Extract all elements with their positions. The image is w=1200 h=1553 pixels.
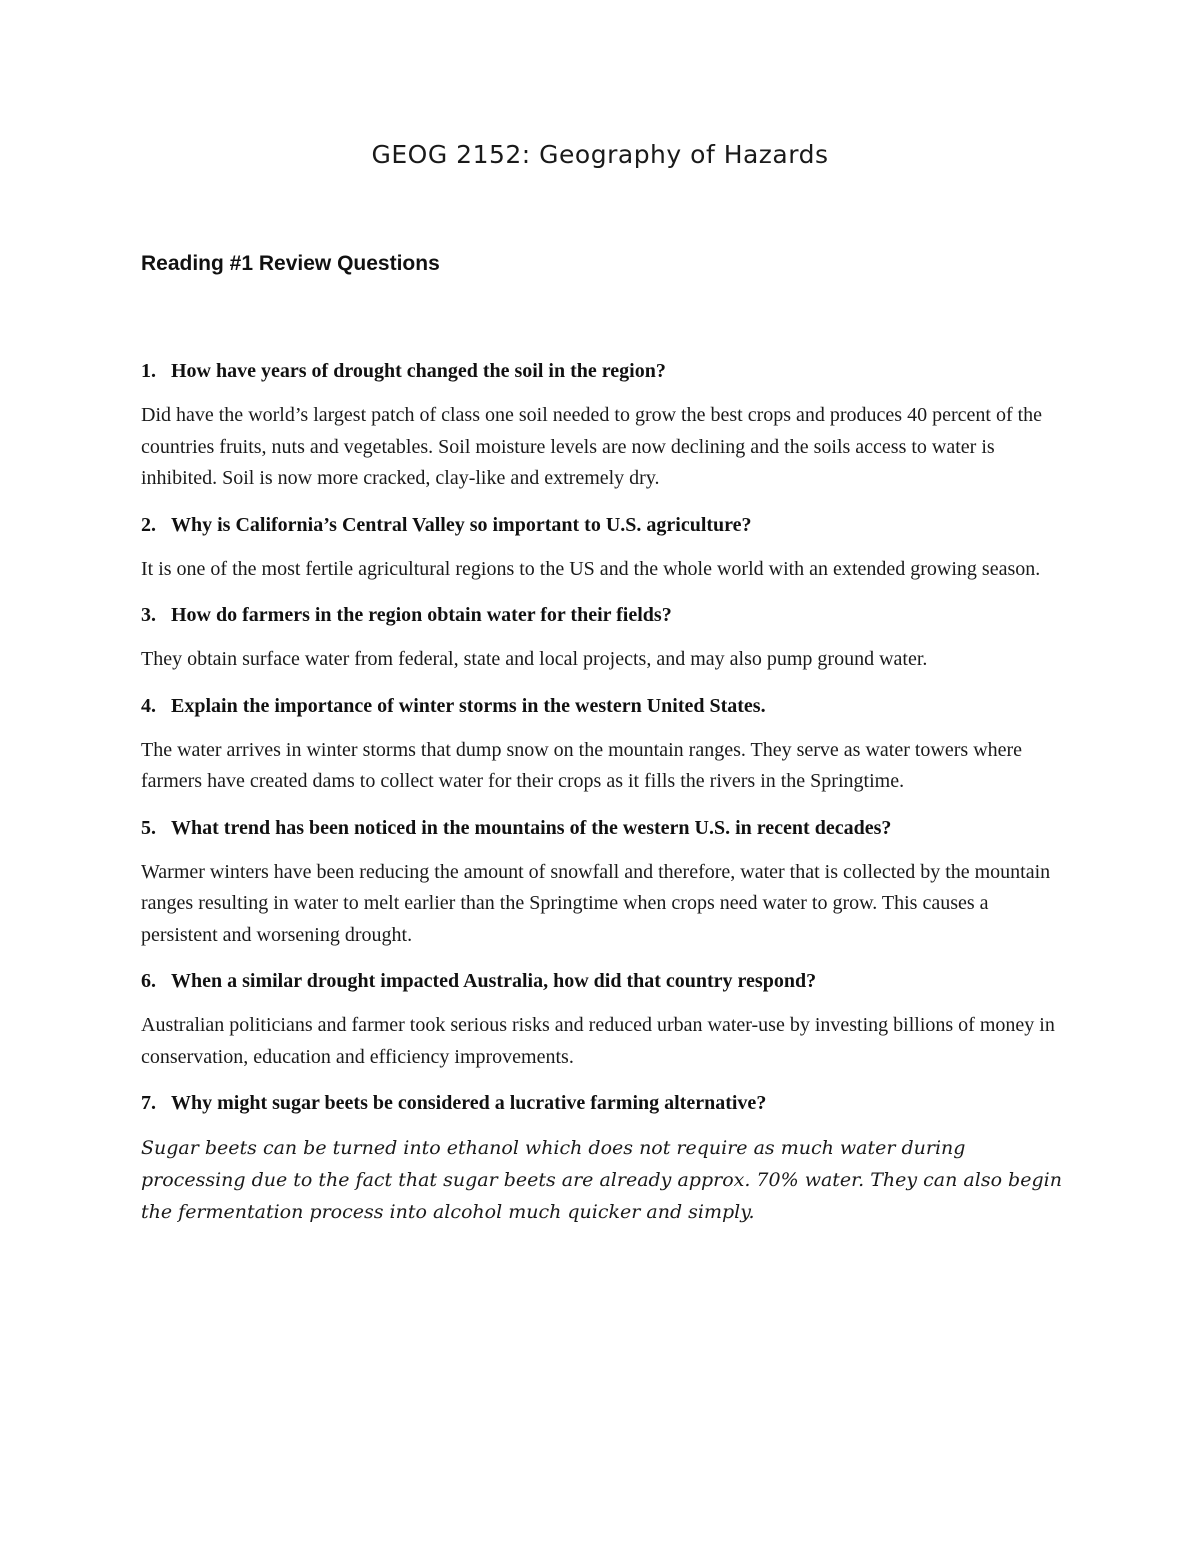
question-number: 6. xyxy=(141,970,156,992)
question-4 xyxy=(141,691,1066,722)
section-heading: Reading #1 Review Questions xyxy=(141,252,440,275)
question-text: Why might sugar beets be considered a lucrative farming alternative? xyxy=(171,1092,767,1114)
question-5 xyxy=(141,813,1066,844)
question-number: 3. xyxy=(141,604,156,626)
question-text: When a similar drought impacted Australia, how did that country respond? xyxy=(171,970,817,992)
question-1 xyxy=(141,356,1066,387)
answer-7: Sugar beets can be turned into ethanol which does not require as much water during processing due to the fact that sugar beets are already approx. 70% water. They can also begin the fermentation process into alcohol much quicker and simply. xyxy=(141,1137,1062,1223)
question-number: 7. xyxy=(141,1092,156,1114)
question-text: Why is California’s Central Valley so important to U.S. agriculture? xyxy=(171,513,752,536)
answer-5: Warmer winters have been reducing the amount of snowfall and therefore, water that is collected by the mountain ranges resulting in water to melt earlier than the Springtime when crops need water to grow. This causes a persistent and worsening drought. xyxy=(141,860,1051,946)
question-answer-list xyxy=(141,356,1066,1243)
answer-4: The water arrives in winter storms that dump snow on the mountain ranges. They serve as water towers where farmers have created dams to collect water for their crops as it fills the rivers in the Springtime. xyxy=(141,738,1023,792)
question-text: Explain the importance of winter storms in the western United States. xyxy=(171,694,766,717)
question-2 xyxy=(141,510,1066,541)
answer-6: Australian politicians and farmer took serious risks and reduced urban water-use by investing billions of money in conservation, education and efficiency improvements. xyxy=(141,1014,1055,1068)
question-number: 5. xyxy=(141,816,156,839)
question-text: How do farmers in the region obtain water for their fields? xyxy=(171,604,672,626)
question-text: How have years of drought changed the soil in the region? xyxy=(171,360,666,382)
question-number: 2. xyxy=(141,513,156,536)
question-3 xyxy=(141,600,1066,631)
question-7 xyxy=(141,1088,1066,1119)
question-text: What trend has been noticed in the mountains of the western U.S. in recent decades? xyxy=(171,816,892,839)
answer-2: It is one of the most fertile agricultural regions to the US and the whole world with an extended growing season. xyxy=(141,557,1041,580)
question-number: 1. xyxy=(141,360,156,382)
answer-1: Did have the world’s largest patch of class one soil needed to grow the best crops and produces 40 percent of the countries fruits, nuts and vegetables. Soil moisture levels are now declining and the soils access to water is inhibited. Soil is now more cracked, clay-like and extremely dry. xyxy=(141,404,1043,489)
document-title: GEOG 2152: Geography of Hazards xyxy=(371,140,829,169)
question-6 xyxy=(141,966,1066,997)
question-number: 4. xyxy=(141,694,156,717)
answer-3: They obtain surface water from federal, state and local projects, and may also pump ground water. xyxy=(141,648,928,670)
